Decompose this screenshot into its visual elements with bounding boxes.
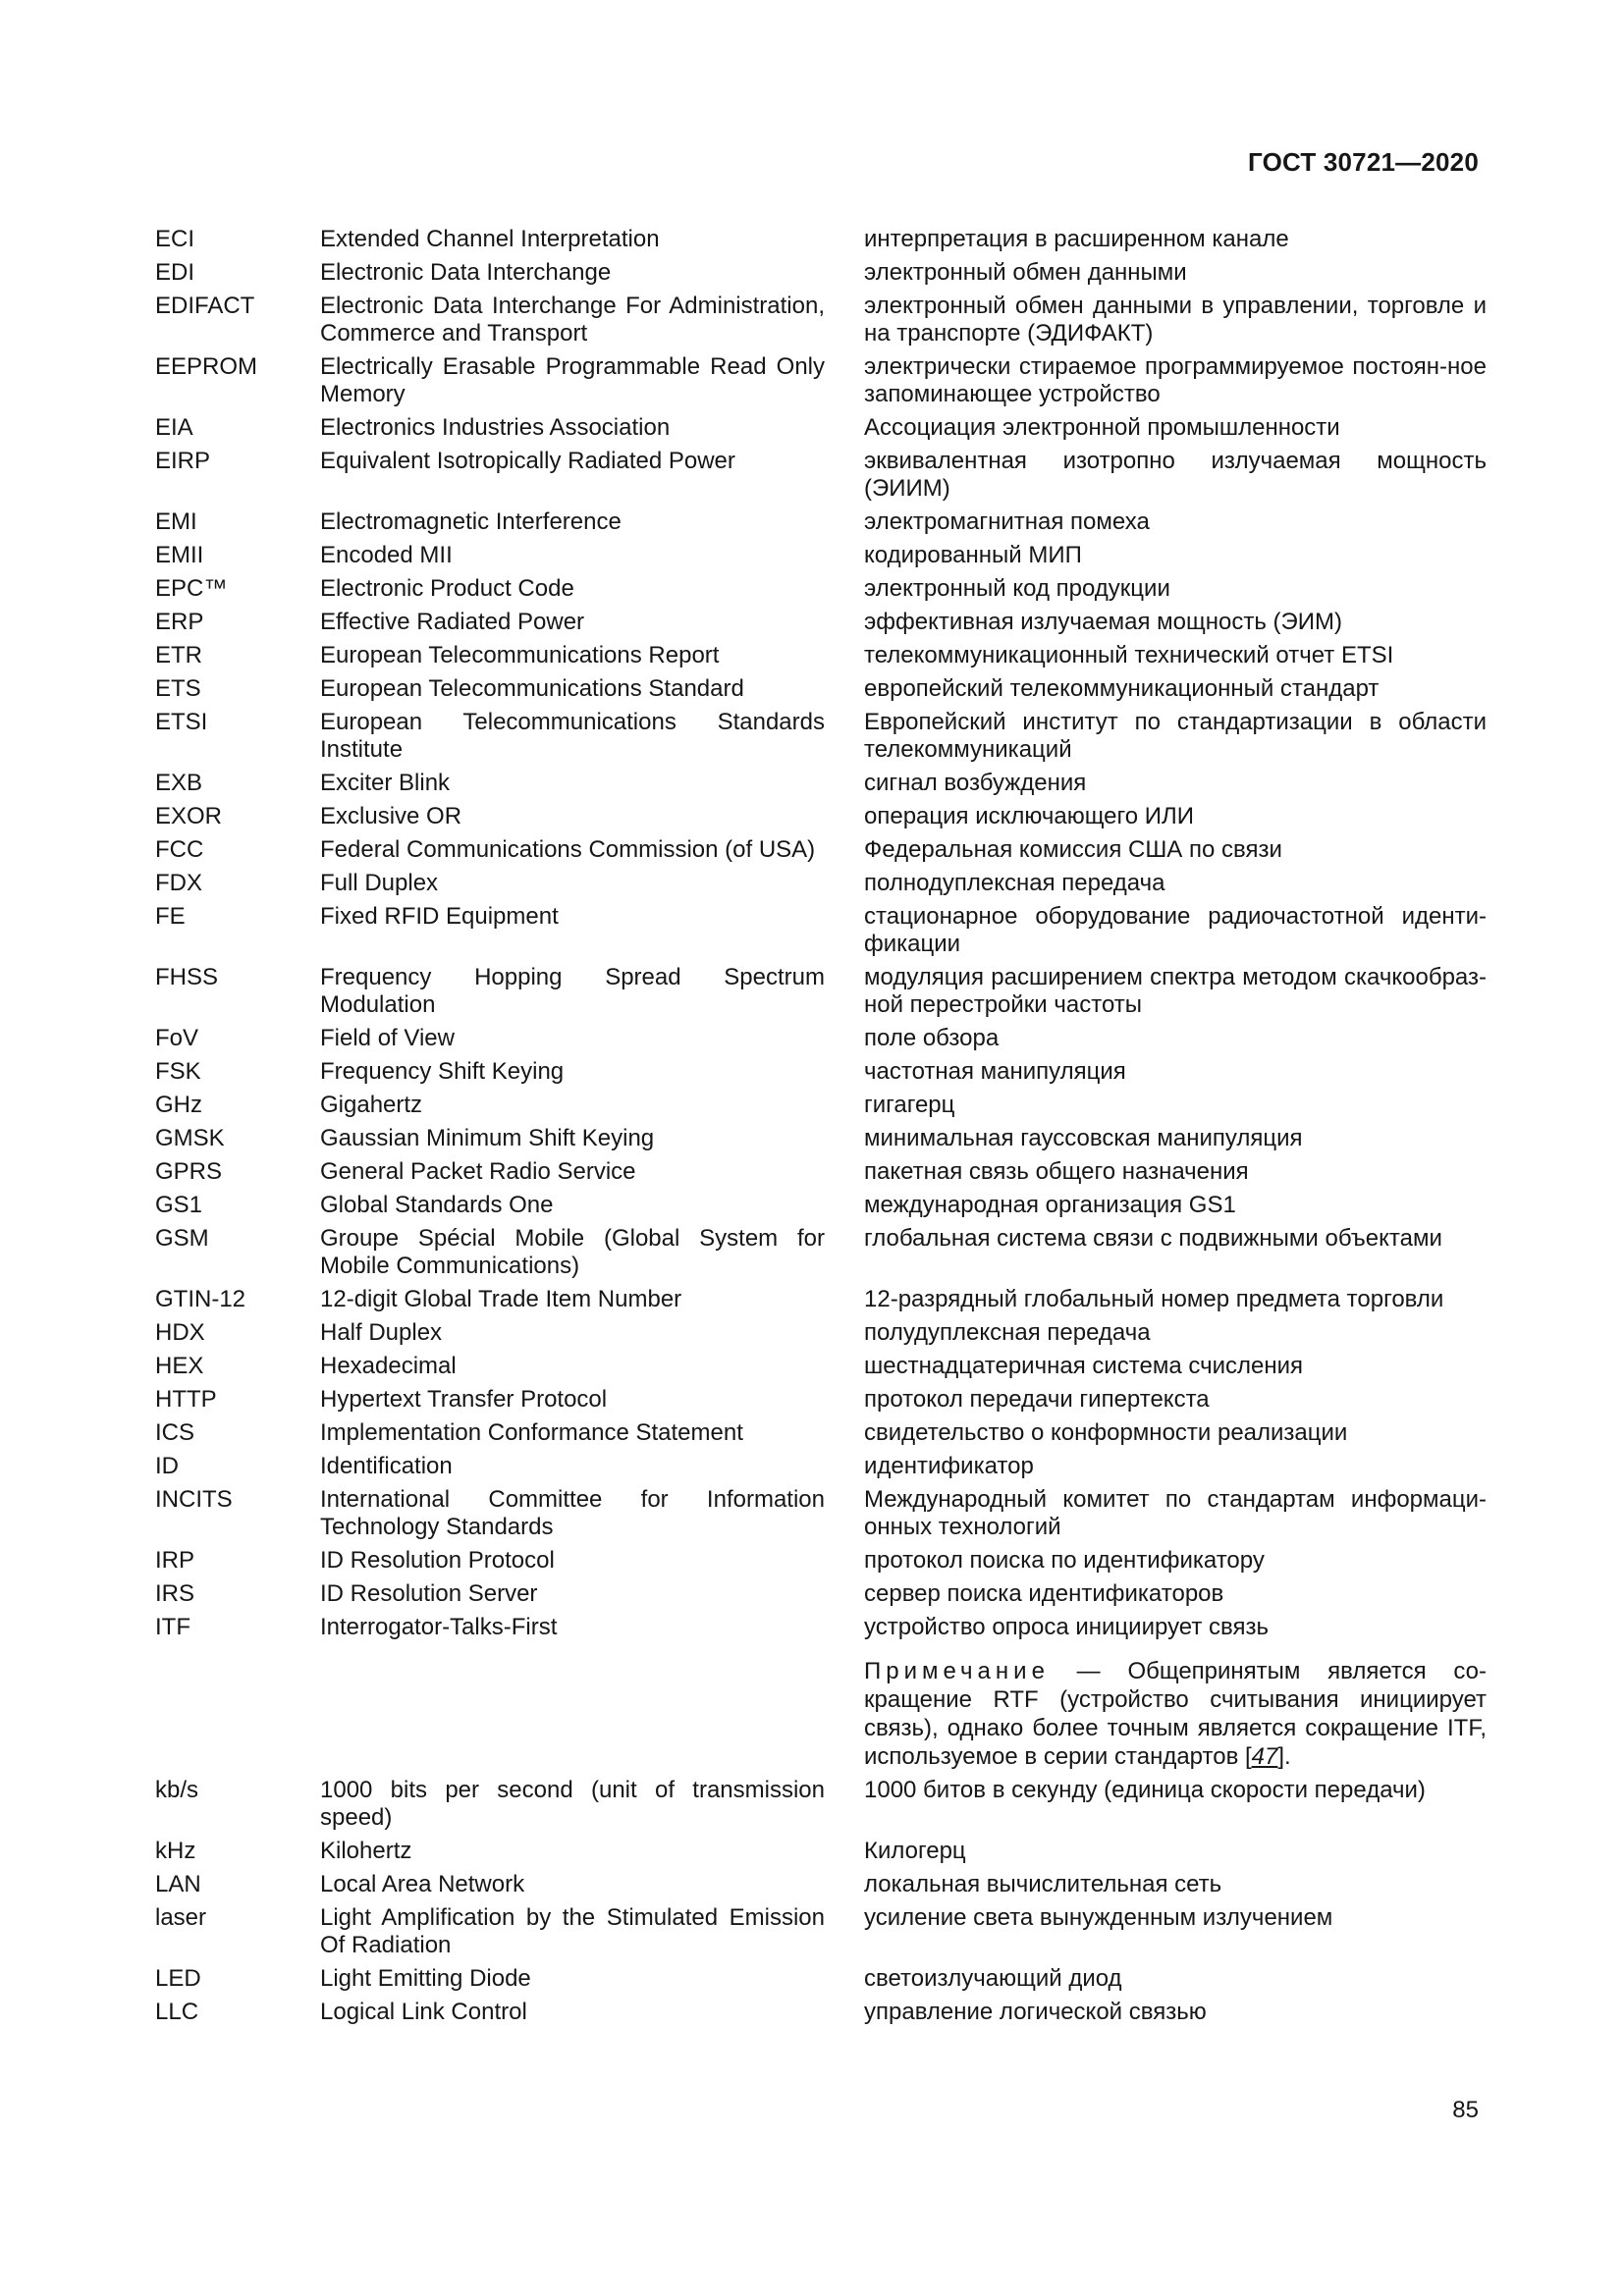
table-row [155,1965,1487,1993]
table-row [155,964,1487,1019]
table-row [155,770,1487,797]
note-reference-link[interactable]: 47 [1251,1743,1278,1770]
english-term-cell: Equivalent Isotropically Radiated Power [320,448,735,474]
russian-term-cell: сигнал возбуждения [864,770,1087,796]
table-row [155,1580,1487,1608]
english-term-cell: Federal Communications Commission (of USA) [320,836,816,863]
russian-term-cell: электромагнитная помеха [864,508,1150,535]
table-row [155,1614,1487,1641]
abbreviation-cell: GPRS [155,1158,223,1185]
abbreviation-cell: EIA [155,414,193,441]
english-term-cell: Groupe Spécial Mobile (Global System for Mobile Communications) [320,1225,825,1279]
russian-term-cell: шестнадцатеричная система счисления [864,1353,1303,1379]
table-row [155,1486,1487,1541]
english-term-cell: ID Resolution Server [320,1580,538,1607]
russian-term-cell: полудуплексная передача [864,1319,1151,1346]
english-term-cell: International Committee for Information Technology Standards [320,1486,825,1540]
abbreviation-cell: EXOR [155,803,223,829]
table-row [155,609,1487,636]
abbreviation-cell: ETSI [155,709,208,735]
russian-term-cell: электронный обмен данными [864,259,1187,286]
russian-term-cell: протокол передачи гипертекста [864,1386,1210,1413]
abbreviation-cell: GMSK [155,1125,225,1151]
abbreviation-cell: GS1 [155,1192,203,1218]
abbreviation-cell: IRP [155,1547,195,1574]
abbreviation-cell: FE [155,903,186,930]
table-row [155,675,1487,703]
russian-term-cell: усиление света вынужденным излучением [864,1904,1333,1931]
table-row [155,259,1487,287]
english-term-cell: Electromagnetic Interference [320,508,622,535]
table-row [155,1225,1487,1280]
russian-term-cell: идентификатор [864,1453,1034,1479]
abbreviation-cell: LAN [155,1871,201,1897]
russian-term-cell: полнодуплексная передача [864,870,1165,896]
english-term-cell: European Telecommunications Report [320,642,720,668]
table-row [155,870,1487,897]
abbreviation-cell: ICS [155,1419,195,1446]
english-term-cell: Kilohertz [320,1838,412,1864]
document-header-title: ГОСТ 30721—2020 [1248,147,1479,177]
note-end: ]. [1277,1743,1291,1770]
english-term-cell: Electronics Industries Association [320,414,671,441]
english-term-cell: Frequency Shift Keying [320,1058,565,1085]
english-term-cell: Implementation Conformance Statement [320,1419,743,1446]
abbreviation-cell: FCC [155,836,204,863]
english-term-cell: Logical Link Control [320,1999,527,2025]
russian-term-cell: светоизлучающий диод [864,1965,1122,1992]
english-term-cell: General Packet Radio Service [320,1158,636,1185]
abbreviations-list-part2 [155,1777,1487,2026]
english-term-cell: Extended Channel Interpretation [320,226,660,252]
abbreviation-cell: LED [155,1965,201,1992]
english-term-cell: Local Area Network [320,1871,525,1897]
english-term-cell: Identification [320,1453,453,1479]
table-row [155,1058,1487,1086]
table-row [155,1999,1487,2026]
english-term-cell: Gigahertz [320,1092,423,1118]
table-row [155,1319,1487,1347]
table-row [155,1192,1487,1219]
abbreviation-cell: IRS [155,1580,195,1607]
abbreviation-cell: FSK [155,1058,201,1085]
russian-term-cell: стационарное оборудование радиочастотной иденти-фикации [864,903,1487,957]
table-row [155,1158,1487,1186]
english-term-cell: Hexadecimal [320,1353,457,1379]
russian-term-cell: глобальная система связи с подвижными объектами [864,1225,1442,1252]
english-term-cell: Hypertext Transfer Protocol [320,1386,608,1413]
table-row [155,836,1487,864]
note-row [155,1657,1487,1771]
abbreviation-cell: EXB [155,770,203,796]
english-term-cell: Full Duplex [320,870,439,896]
note-paragraph [864,1657,1487,1771]
table-row [155,903,1487,958]
abbreviation-cell: LLC [155,1999,199,2025]
abbreviation-cell: EDIFACT [155,293,255,319]
table-row [155,226,1487,253]
table-row [155,414,1487,442]
abbreviation-cell: EEPROM [155,353,258,380]
russian-term-cell: 12-разрядный глобальный номер предмета торговли [864,1286,1444,1312]
note-text: Общепринятым является со-кращение RTF (устройство считывания инициирует связь), однако более точным является сокращение ITF, используемое в серии стандартов [ [864,1658,1487,1770]
abbreviation-cell: laser [155,1904,207,1931]
russian-term-cell: локальная вычислительная сеть [864,1871,1222,1897]
russian-term-cell: частотная манипуляция [864,1058,1126,1085]
russian-term-cell: телекоммуникационный технический отчет ETSI [864,642,1394,668]
russian-term-cell: 1000 битов в секунду (единица скорости передачи) [864,1777,1426,1803]
abbreviation-cell: HDX [155,1319,205,1346]
abbreviation-cell: HTTP [155,1386,217,1413]
abbreviation-cell: ETS [155,675,201,702]
russian-term-cell: операция исключающего ИЛИ [864,803,1195,829]
english-term-cell: Half Duplex [320,1319,443,1346]
table-row [155,1838,1487,1865]
abbreviation-cell: EMII [155,542,204,568]
russian-term-cell: интерпретация в расширенном канале [864,226,1289,252]
table-row [155,542,1487,569]
russian-term-cell: управление логической связью [864,1999,1207,2025]
english-term-cell: Interrogator-Talks-First [320,1614,558,1640]
russian-term-cell: пакетная связь общего назначения [864,1158,1249,1185]
russian-term-cell: электронный код продукции [864,575,1170,602]
russian-term-cell: кодированный МИП [864,542,1082,568]
abbreviation-cell: GHz [155,1092,202,1118]
english-term-cell: Field of View [320,1025,455,1051]
abbreviation-cell: GSM [155,1225,209,1252]
table-row [155,642,1487,669]
table-row [155,1025,1487,1052]
abbreviations-list-part1 [155,226,1487,1641]
russian-term-cell: сервер поиска идентификаторов [864,1580,1224,1607]
abbreviation-cell: ECI [155,226,195,252]
russian-term-cell: эквивалентная изотропно излучаемая мощность (ЭИИМ) [864,448,1487,502]
english-term-cell: Fixed RFID Equipment [320,903,559,930]
russian-term-cell: Федеральная комиссия США по связи [864,836,1282,863]
table-row [155,575,1487,603]
english-term-cell: 12-digit Global Trade Item Number [320,1286,682,1312]
abbreviation-cell: kHz [155,1838,196,1864]
russian-term-cell: поле обзора [864,1025,1000,1051]
abbreviation-cell: ERP [155,609,204,635]
english-term-cell: ID Resolution Protocol [320,1547,555,1574]
abbreviation-cell: FDX [155,870,202,896]
english-term-cell: Frequency Hopping Spread Spectrum Modulation [320,964,825,1018]
english-term-cell: European Telecommunications Standard [320,675,744,702]
table-row [155,1286,1487,1313]
english-term-cell: Light Amplification by the Stimulated Emission Of Radiation [320,1904,825,1958]
table-row [155,709,1487,764]
english-term-cell: Light Emitting Diode [320,1965,531,1992]
english-term-cell: Electronic Data Interchange [320,259,612,286]
table-row [155,1547,1487,1575]
page-number: 85 [1452,2097,1479,2123]
english-term-cell: Encoded MII [320,542,453,568]
russian-term-cell: устройство опроса инициирует связь [864,1614,1269,1640]
english-term-cell: Global Standards One [320,1192,554,1218]
russian-term-cell: Европейский институт по стандартизации в области телекоммуникаций [864,709,1487,763]
note-label: Примечание [864,1658,1050,1684]
note-dash: — [1049,1658,1128,1684]
abbreviation-cell: EIRP [155,448,211,474]
abbreviation-cell: FHSS [155,964,219,990]
table-row [155,1092,1487,1119]
russian-term-cell: минимальная гауссовская манипуляция [864,1125,1303,1151]
table-row [155,803,1487,830]
russian-term-cell: Международный комитет по стандартам информаци-онных технологий [864,1486,1487,1540]
abbreviations-table [155,226,1487,2032]
table-row [155,293,1487,347]
abbreviation-cell: FoV [155,1025,199,1051]
table-row [155,1871,1487,1898]
russian-term-cell: Ассоциация электронной промышленности [864,414,1340,441]
abbreviation-cell: kb/s [155,1777,199,1803]
table-row [155,353,1487,408]
english-term-cell: Exclusive OR [320,803,462,829]
russian-term-cell: свидетельство о конформности реализации [864,1419,1348,1446]
english-term-cell: Electronic Data Interchange For Administration, Commerce and Transport [320,293,825,347]
abbreviation-cell: INCITS [155,1486,233,1513]
table-row [155,508,1487,536]
table-row [155,1453,1487,1480]
english-term-cell: Gaussian Minimum Shift Keying [320,1125,655,1151]
russian-term-cell: европейский телекоммуникационный стандарт [864,675,1380,702]
russian-term-cell: электрически стираемое программируемое постоян-ное запоминающее устройство [864,353,1487,407]
table-row [155,1904,1487,1959]
english-term-cell: Exciter Blink [320,770,451,796]
english-term-cell: 1000 bits per second (unit of transmission speed) [320,1777,825,1831]
english-term-cell: European Telecommunications Standards Institute [320,709,825,763]
russian-term-cell: модуляция расширением спектра методом скачкообраз-ной перестройки частоты [864,964,1487,1018]
english-term-cell: Electronic Product Code [320,575,574,602]
abbreviation-cell: EDI [155,259,195,286]
english-term-cell: Electrically Erasable Programmable Read Only Memory [320,353,825,407]
russian-term-cell: эффективная излучаемая мощность (ЭИМ) [864,609,1342,635]
table-row [155,1353,1487,1380]
abbreviation-cell: EMI [155,508,197,535]
russian-term-cell: протокол поиска по идентификатору [864,1547,1265,1574]
abbreviation-cell: ETR [155,642,202,668]
table-row [155,1125,1487,1152]
russian-term-cell: электронный обмен данными в управлении, торговле и на транспорте (ЭДИФАКТ) [864,293,1487,347]
table-row [155,1419,1487,1447]
abbreviation-cell: ID [155,1453,179,1479]
abbreviation-cell: ITF [155,1614,190,1640]
russian-term-cell: международная организация GS1 [864,1192,1236,1218]
russian-term-cell: Килогерц [864,1838,966,1864]
table-row [155,1777,1487,1832]
abbreviation-cell: GTIN-12 [155,1286,246,1312]
english-term-cell: Effective Radiated Power [320,609,585,635]
table-row [155,448,1487,503]
russian-term-cell: гигагерц [864,1092,955,1118]
abbreviation-cell: HEX [155,1353,204,1379]
abbreviation-cell: EPC™ [155,575,228,602]
table-row [155,1386,1487,1414]
